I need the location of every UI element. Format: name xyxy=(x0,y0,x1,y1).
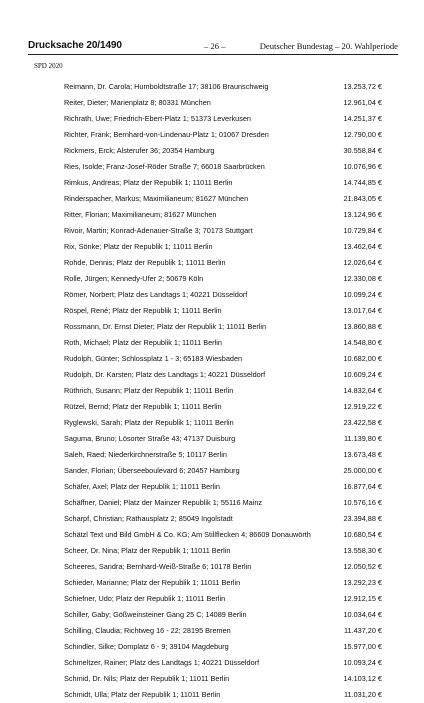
donation-amount: 14.548,80 € xyxy=(343,338,382,347)
list-item xyxy=(64,111,382,127)
header-rule xyxy=(28,54,398,55)
list-item xyxy=(64,223,382,239)
donation-amount: 12.790,00 € xyxy=(343,130,382,139)
list-item xyxy=(64,319,382,335)
donation-amount: 11.437,20 € xyxy=(343,626,382,635)
donation-amount: 13.860,88 € xyxy=(343,322,382,331)
donor-entry: Schäfer, Axel; Platz der Republik 1; 11011 Berlin xyxy=(64,482,220,491)
list-item xyxy=(64,191,382,207)
list-item xyxy=(64,255,382,271)
donation-amount: 10.680,54 € xyxy=(343,530,382,539)
page-number: – 26 – xyxy=(204,41,226,51)
list-item xyxy=(64,415,382,431)
donor-entry: Saguma, Bruno; Lösorter Straße 43; 47137 Duisburg xyxy=(64,434,236,443)
list-item xyxy=(64,335,382,351)
list-item xyxy=(64,447,382,463)
donor-entry: Rickmers, Erck; Alsterufer 36; 20354 Hamburg xyxy=(64,146,215,155)
donor-entry: Schmidt, Ulla; Platz der Republik 1; 11011 Berlin xyxy=(64,690,221,699)
list-item xyxy=(64,159,382,175)
donor-entry: Rützel, Bernd; Platz der Republik 1; 11011 Berlin xyxy=(64,402,222,411)
donor-entry: Schindler, Silke; Domplatz 6 - 9; 39104 Magdeburg xyxy=(64,642,229,651)
donation-amount: 10.609,24 € xyxy=(343,370,382,379)
donation-amount: 16.877,64 € xyxy=(343,482,382,491)
donation-amount: 10.099,24 € xyxy=(343,290,382,299)
list-item xyxy=(64,367,382,383)
donor-entry: Schiefner, Udo; Platz der Republik 1; 11011 Berlin xyxy=(64,594,226,603)
donation-amount: 11.139,80 € xyxy=(343,434,382,443)
list-item xyxy=(64,207,382,223)
donation-amount: 12.912,15 € xyxy=(343,594,382,603)
donor-entry: Rossmann, Dr. Ernst Dieter; Platz der Republik 1; 11011 Berlin xyxy=(64,322,267,331)
list-item xyxy=(64,79,382,95)
donor-entry: Röspel, René; Platz der Republik 1; 11011 Berlin xyxy=(64,306,222,315)
donor-entry: Richter, Frank; Bernhard-von-Lindenau-Platz 1; 01067 Dresden xyxy=(64,130,269,139)
donor-entry: Ries, Isolde; Franz-Josef-Röder Straße 7; 66018 Saarbrücken xyxy=(64,162,265,171)
list-item xyxy=(64,639,382,655)
list-item xyxy=(64,287,382,303)
donor-entry: Rohde, Dennis; Platz der Republik 1; 11011 Berlin xyxy=(64,258,226,267)
donation-amount: 21.843,05 € xyxy=(343,194,382,203)
donation-amount: 10.093,24 € xyxy=(343,658,382,667)
donation-amount: 10.034,64 € xyxy=(343,610,382,619)
donor-entry: Reimann, Dr. Carola; Humboldtstraße 17; 38106 Braunschweig xyxy=(64,82,269,91)
donation-amount: 13.462,64 € xyxy=(343,242,382,251)
list-item xyxy=(64,143,382,159)
document-number: Drucksache 20/1490 xyxy=(28,40,122,51)
list-item xyxy=(64,479,382,495)
list-item xyxy=(64,383,382,399)
donor-entry: Schieder, Marianne; Platz der Republik 1; 11011 Berlin xyxy=(64,578,241,587)
donation-amount: 14.744,85 € xyxy=(343,178,382,187)
list-item xyxy=(64,431,382,447)
donation-amount: 10.729,84 € xyxy=(343,226,382,235)
donor-entry: Rix, Sönke; Platz der Republik 1; 11011 Berlin xyxy=(64,242,213,251)
donor-entry: Ritter, Florian; Maximilianeum; 81627 München xyxy=(64,210,217,219)
donation-amount: 14.251,37 € xyxy=(343,114,382,123)
list-item xyxy=(64,95,382,111)
donor-entry: Scheeres, Sandra; Bernhard-Weiß-Straße 6; 10178 Berlin xyxy=(64,562,252,571)
donor-entry: Rinderspacher, Markus; Maximilianeum; 81627 München xyxy=(64,194,249,203)
list-item xyxy=(64,271,382,287)
donor-entry: Schmeltzer, Rainer; Platz des Landtags 1; 40221 Düsseldorf xyxy=(64,658,260,667)
donation-amount: 12.050,52 € xyxy=(343,562,382,571)
donation-amount: 13.253,72 € xyxy=(343,82,382,91)
donation-amount: 13.017,64 € xyxy=(343,306,382,315)
donation-amount: 10.076,96 € xyxy=(343,162,382,171)
donor-list xyxy=(64,79,382,703)
donor-entry: Roth, Michael; Platz der Republik 1; 11011 Berlin xyxy=(64,338,222,347)
donation-amount: 15.977,00 € xyxy=(343,642,382,651)
donor-entry: Rimkus, Andreas; Platz der Republik 1; 11011 Berlin xyxy=(64,178,233,187)
donation-amount: 14.832,64 € xyxy=(343,386,382,395)
donor-entry: Ryglewski, Sarah; Platz der Republik 1; 11011 Berlin xyxy=(64,418,234,427)
donor-entry: Schätzl Text und Bild GmbH & Co. KG; Am Stillflecken 4; 86609 Donauwörth xyxy=(64,530,311,539)
donation-amount: 12.330,08 € xyxy=(343,274,382,283)
donor-entry: Saleh, Raed; Niederkirchnerstraße 5; 10117 Berlin xyxy=(64,450,227,459)
list-item xyxy=(64,559,382,575)
page-header xyxy=(28,39,398,53)
list-item xyxy=(64,127,382,143)
donor-entry: Schäffner, Daniel; Platz der Mainzer Republik 1; 55116 Mainz xyxy=(64,498,263,507)
donation-amount: 10.682,00 € xyxy=(343,354,382,363)
donor-entry: Rolle, Jürgen; Kennedy-Ufer 2; 50679 Köln xyxy=(64,274,204,283)
list-item xyxy=(64,239,382,255)
donor-entry: Sander, Florian; Überseeboulevard 6; 20457 Hamburg xyxy=(64,466,240,475)
donor-entry: Schiller, Gaby; Gößweinsteiner Gang 25 C; 14089 Berlin xyxy=(64,610,247,619)
donation-amount: 12.026,64 € xyxy=(343,258,382,267)
donation-amount: 12.961,04 € xyxy=(343,98,382,107)
list-item xyxy=(64,591,382,607)
donor-entry: Schilling, Claudia; Richtweg 16 - 22; 28195 Bremen xyxy=(64,626,231,635)
list-item xyxy=(64,623,382,639)
list-item xyxy=(64,351,382,367)
list-item xyxy=(64,655,382,671)
list-item xyxy=(64,175,382,191)
list-item xyxy=(64,463,382,479)
donation-amount: 30.558,84 € xyxy=(343,146,382,155)
donation-amount: 11.031,20 € xyxy=(343,690,382,699)
donation-amount: 13.292,23 € xyxy=(343,578,382,587)
list-item xyxy=(64,303,382,319)
list-item xyxy=(64,399,382,415)
donation-amount: 23.394,88 € xyxy=(343,514,382,523)
donation-amount: 10.576,16 € xyxy=(343,498,382,507)
publication-title: Deutscher Bundestag – 20. Wahlperiode xyxy=(259,41,398,51)
donation-amount: 25.000,00 € xyxy=(343,466,382,475)
donor-entry: Römer, Norbert; Platz des Landtags 1; 40221 Düsseldorf xyxy=(64,290,248,299)
list-item xyxy=(64,687,382,703)
donation-amount: 12.919,22 € xyxy=(343,402,382,411)
list-item xyxy=(64,575,382,591)
donor-entry: Richrath, Uwe; Friedrich-Ebert-Platz 1; 51373 Leverkusen xyxy=(64,114,251,123)
list-item xyxy=(64,607,382,623)
list-item xyxy=(64,511,382,527)
donor-entry: Rivoir, Martin; Konrad-Adenauer-Straße 3; 70173 Stuttgart xyxy=(64,226,253,235)
list-item xyxy=(64,671,382,687)
donation-amount: 23.422,58 € xyxy=(343,418,382,427)
list-item xyxy=(64,543,382,559)
donor-entry: Scheer, Dr. Nina; Platz der Republik 1; 11011 Berlin xyxy=(64,546,231,555)
donation-amount: 13.673,48 € xyxy=(343,450,382,459)
party-label: SPD 2020 xyxy=(34,62,63,70)
list-item xyxy=(64,495,382,511)
donor-entry: Schmid, Dr. Nils; Platz der Republik 1; 11011 Berlin xyxy=(64,674,230,683)
donation-amount: 13.124,96 € xyxy=(343,210,382,219)
donor-entry: Reiter, Dieter; Marienplatz 8; 80331 München xyxy=(64,98,211,107)
donor-entry: Rudolph, Dr. Karsten; Platz des Landtags 1; 40221 Düsseldorf xyxy=(64,370,266,379)
donor-entry: Scharpf, Christian; Rathausplatz 2; 85049 Ingolstadt xyxy=(64,514,233,523)
list-item xyxy=(64,527,382,543)
donor-entry: Rüthrich, Susann; Platz der Republik 1; 11011 Berlin xyxy=(64,386,234,395)
donation-amount: 13.558,30 € xyxy=(343,546,382,555)
donor-entry: Rudolph, Günter; Schlossplatz 1 - 3; 65183 Wiesbaden xyxy=(64,354,243,363)
donation-amount: 14.103,12 € xyxy=(343,674,382,683)
